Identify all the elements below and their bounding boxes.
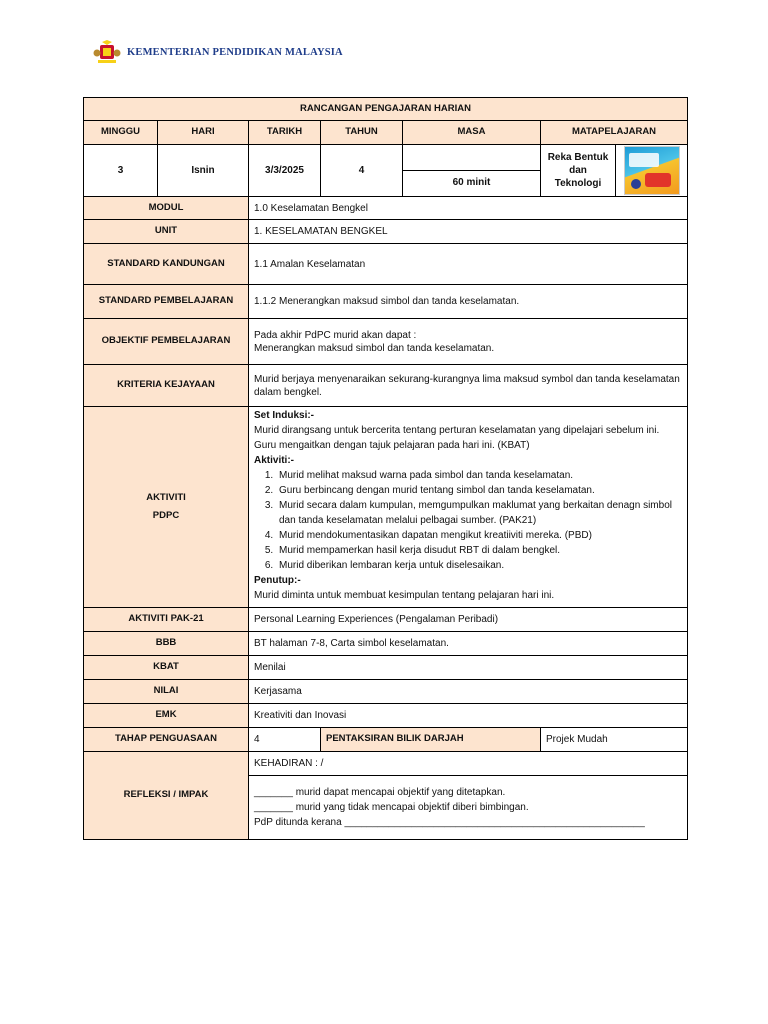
nilai-label: NILAI <box>84 680 249 704</box>
list-item: 2. Guru berbincang dengan murid tentang simbol dan tanda keselamatan. <box>276 483 682 498</box>
aktiviti-title: Aktiviti:- <box>254 455 294 466</box>
list-item: 5. Murid mempamerkan hasil kerja disudut RBT di dalam bengkel. <box>276 543 682 558</box>
tp-label: TAHAP PENGUASAAN <box>84 728 249 752</box>
textbook-cover-icon <box>624 146 680 195</box>
modul-label: MODUL <box>84 197 249 220</box>
col-masa: MASA <box>403 121 541 145</box>
modul-value: 1.0 Keselamatan Bengkel <box>249 197 688 220</box>
penutup-text: Murid diminta untuk membuat kesimpulan tentang pelajaran hari ini. <box>254 590 555 601</box>
induksi-title: Set Induksi:- <box>254 410 315 421</box>
pak21-value: Personal Learning Experiences (Pengalaman Peribadi) <box>249 608 688 632</box>
kbat-value: Menilai <box>249 656 688 680</box>
tarikh-value: 3/3/2025 <box>249 145 321 197</box>
emk-label: EMK <box>84 704 249 728</box>
pbd-value: Projek Mudah <box>541 728 688 752</box>
unit-value: 1. KESELAMATAN BENGKEL <box>249 220 688 244</box>
pak21-label: AKTIVITI PAK-21 <box>84 608 249 632</box>
op-label: OBJEKTIF PEMBELAJARAN <box>84 319 249 365</box>
op-line-1: Pada akhir PdPC murid akan dapat : <box>254 329 417 341</box>
nilai-value: Kerjasama <box>249 680 688 704</box>
refleksi-line-1: _______ murid dapat mencapai objektif yang ditetapkan. <box>254 787 506 798</box>
list-item: 4. Murid mendokumentasikan dapatan mengikut kreatiiviti mereka. (PBD) <box>276 528 682 543</box>
lesson-plan-table <box>83 97 688 840</box>
aktiviti-value <box>249 407 688 608</box>
masa-top-blank <box>403 150 540 171</box>
sp-label: STANDARD PEMBELAJARAN <box>84 285 249 319</box>
refleksi-value <box>249 776 688 840</box>
list-item: 3. Murid secara dalam kumpulan, memgumpulkan maklumat yang berkaitan denagn simbol dan tanda keselamatan melalui pelbagai sumber. (PAK21) <box>276 498 682 528</box>
bbb-label: BBB <box>84 632 249 656</box>
kk-value: Murid berjaya menyenaraikan sekurang-kurangnya lima maksud symbol dan tanda keselamatan dalam bengkel. <box>249 365 688 407</box>
col-matapelajaran: MATAPELAJARAN <box>541 121 688 145</box>
aktiviti-label-1: AKTIVITI <box>146 491 186 503</box>
tp-value: 4 <box>249 728 321 752</box>
bbb-value: BT halaman 7-8, Carta simbol keselamatan. <box>249 632 688 656</box>
malaysia-crest-icon <box>93 40 121 64</box>
aktiviti-list <box>254 468 682 573</box>
table-title: RANCANGAN PENGAJARAN HARIAN <box>84 98 688 121</box>
col-tarikh: TARIKH <box>249 121 321 145</box>
refleksi-line-3: PdP ditunda kerana ______________________________________________________ <box>254 817 645 828</box>
masa-cell <box>403 145 541 197</box>
col-hari: HARI <box>158 121 249 145</box>
kehadiran-value: KEHADIRAN : / <box>249 752 688 776</box>
emk-value: Kreativiti dan Inovasi <box>249 704 688 728</box>
induksi-text: Murid dirangsang untuk bercerita tentang perturan keselamatan yang dipelajari sebelum ini. Guru mengaitkan dengan tajuk pelajaran pada hari ini. (KBAT) <box>254 425 660 451</box>
sk-label: STANDARD KANDUNGAN <box>84 244 249 285</box>
refleksi-line-2: _______ murid yang tidak mencapai objektif diberi bimbingan. <box>254 802 529 813</box>
ministry-name: KEMENTERIAN PENDIDIKAN MALAYSIA <box>127 46 343 58</box>
kbat-label: KBAT <box>84 656 249 680</box>
tahun-value: 4 <box>321 145 403 197</box>
subject-value: Reka Bentuk dan Teknologi <box>541 145 616 197</box>
sk-value: 1.1 Amalan Keselamatan <box>249 244 688 285</box>
col-minggu: MINGGU <box>84 121 158 145</box>
col-tahun: TAHUN <box>321 121 403 145</box>
hari-value: Isnin <box>158 145 249 197</box>
minggu-value: 3 <box>84 145 158 197</box>
list-item: 6. Murid diberikan lembaran kerja untuk diselesaikan. <box>276 558 682 573</box>
aktiviti-label <box>84 407 249 608</box>
page-header <box>93 40 343 64</box>
refleksi-label: REFLEKSI / IMPAK <box>84 752 249 840</box>
kk-label: KRITERIA KEJAYAAN <box>84 365 249 407</box>
penutup-title: Penutup:- <box>254 575 301 586</box>
aktiviti-label-2: PDPC <box>152 510 180 521</box>
pbd-label: PENTAKSIRAN BILIK DARJAH <box>321 728 541 752</box>
book-cover-cell <box>616 145 688 197</box>
list-item: 1. Murid melihat maksud warna pada simbol dan tanda keselamatan. <box>276 468 682 483</box>
unit-label: UNIT <box>84 220 249 244</box>
sp-value: 1.1.2 Menerangkan maksud simbol dan tanda keselamatan. <box>249 285 688 319</box>
masa-value: 60 minit <box>452 177 491 188</box>
op-line-2: Menerangkan maksud simbol dan tanda keselamatan. <box>254 342 495 354</box>
op-value <box>249 319 688 365</box>
